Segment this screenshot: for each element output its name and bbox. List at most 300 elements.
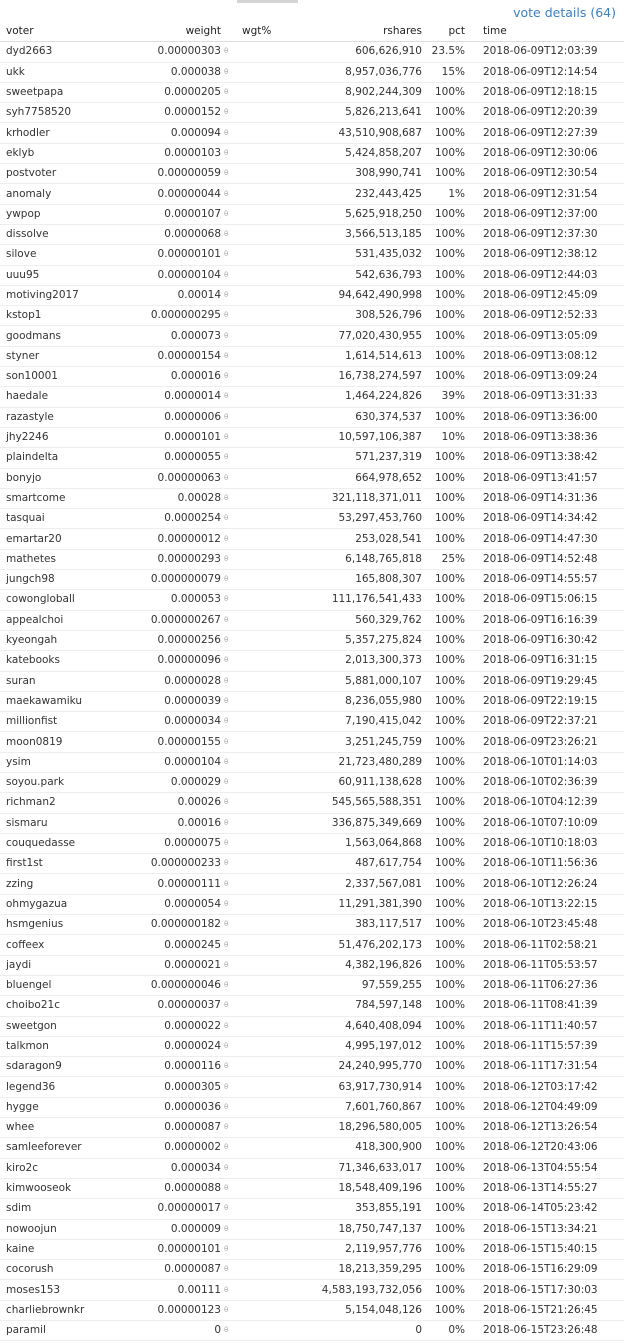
wgt-pct-value xyxy=(236,752,298,772)
header-voter[interactable]: voter xyxy=(0,22,118,42)
pct-value: 100% xyxy=(422,935,465,955)
vote-time: 2018-06-09T12:30:06 xyxy=(465,143,624,163)
wgt-pct-value xyxy=(236,1239,298,1259)
weight-unit-icon: θ xyxy=(221,164,236,184)
wgt-pct-value xyxy=(236,671,298,691)
pct-value: 100% xyxy=(422,1118,465,1138)
voter-name[interactable]: sismaru xyxy=(0,813,118,833)
weight-unit-icon: θ xyxy=(221,691,236,711)
table-row xyxy=(0,1199,624,1219)
weight-unit-icon: θ xyxy=(221,82,236,102)
rshares-value: 3,566,513,185 xyxy=(298,224,422,244)
weight-unit-icon: θ xyxy=(221,671,236,691)
wgt-pct-value xyxy=(236,732,298,752)
pct-value: 100% xyxy=(422,468,465,488)
table-row xyxy=(0,854,624,874)
rshares-value: 7,190,415,042 xyxy=(298,712,422,732)
table-row xyxy=(0,874,624,894)
voter-name[interactable]: mathetes xyxy=(0,549,118,569)
table-row xyxy=(0,265,624,285)
rshares-value: 784,597,148 xyxy=(298,996,422,1016)
pct-value: 100% xyxy=(422,1178,465,1198)
vote-time: 2018-06-09T19:29:45 xyxy=(465,671,624,691)
vote-time: 2018-06-09T13:41:57 xyxy=(465,468,624,488)
pct-value: 100% xyxy=(422,285,465,305)
voter-name[interactable]: styner xyxy=(0,346,118,366)
voter-name[interactable]: choibo21c xyxy=(0,996,118,1016)
weight-value: 0.00000059 xyxy=(118,164,221,184)
wgt-pct-value xyxy=(236,793,298,813)
pct-value: 100% xyxy=(422,570,465,590)
pct-value: 100% xyxy=(422,1077,465,1097)
voter-name[interactable]: talkmon xyxy=(0,1036,118,1056)
vote-time: 2018-06-10T12:26:24 xyxy=(465,874,624,894)
table-row xyxy=(0,894,624,914)
voter-name[interactable]: maekawamiku xyxy=(0,691,118,711)
wgt-pct-value xyxy=(236,427,298,447)
wgt-pct-value xyxy=(236,610,298,630)
voter-name[interactable]: ohmygazua xyxy=(0,894,118,914)
weight-value: 0.000034 xyxy=(118,1158,221,1178)
voter-name[interactable]: ukk xyxy=(0,62,118,82)
table-row xyxy=(0,996,624,1016)
voter-name[interactable]: hsmgenius xyxy=(0,915,118,935)
rshares-value: 1,464,224,826 xyxy=(298,387,422,407)
weight-value: 0.000000079 xyxy=(118,570,221,590)
weight-unit-icon: θ xyxy=(221,509,236,529)
votes-table xyxy=(0,22,624,1341)
rshares-value: 571,237,319 xyxy=(298,448,422,468)
table-row xyxy=(0,184,624,204)
header-weight[interactable]: weight xyxy=(118,22,221,42)
voter-name[interactable]: sdim xyxy=(0,1199,118,1219)
vote-time: 2018-06-12T13:26:54 xyxy=(465,1118,624,1138)
voter-name[interactable]: moses153 xyxy=(0,1280,118,1300)
vote-time: 2018-06-11T15:57:39 xyxy=(465,1036,624,1056)
wgt-pct-value xyxy=(236,1321,298,1341)
weight-value: 0.0000087 xyxy=(118,1118,221,1138)
voter-name[interactable]: haedale xyxy=(0,387,118,407)
weight-unit-icon: θ xyxy=(221,1321,236,1341)
voter-name[interactable]: syh7758520 xyxy=(0,103,118,123)
wgt-pct-value xyxy=(236,103,298,123)
table-row xyxy=(0,468,624,488)
pct-value: 100% xyxy=(422,407,465,427)
rshares-value: 336,875,349,669 xyxy=(298,813,422,833)
voter-name[interactable]: plaindelta xyxy=(0,448,118,468)
weight-value: 0.0000116 xyxy=(118,1057,221,1077)
voter-name[interactable]: sweetgon xyxy=(0,1016,118,1036)
weight-value: 0.0000103 xyxy=(118,143,221,163)
voter-name[interactable]: tasquai xyxy=(0,509,118,529)
table-row xyxy=(0,955,624,975)
vote-time: 2018-06-10T10:18:03 xyxy=(465,833,624,853)
table-row xyxy=(0,712,624,732)
voter-name[interactable]: suran xyxy=(0,671,118,691)
vote-time: 2018-06-10T02:36:39 xyxy=(465,772,624,792)
voter-name[interactable]: motiving2017 xyxy=(0,285,118,305)
rshares-value: 4,640,408,094 xyxy=(298,1016,422,1036)
weight-unit-icon: θ xyxy=(221,103,236,123)
wgt-pct-value xyxy=(236,184,298,204)
vote-time: 2018-06-09T12:45:09 xyxy=(465,285,624,305)
rshares-value: 630,374,537 xyxy=(298,407,422,427)
wgt-pct-value xyxy=(236,42,298,62)
wgt-pct-value xyxy=(236,1036,298,1056)
weight-value: 0.000073 xyxy=(118,326,221,346)
wgt-pct-value xyxy=(236,772,298,792)
voter-name[interactable]: kaine xyxy=(0,1239,118,1259)
wgt-pct-value xyxy=(236,549,298,569)
weight-unit-icon: θ xyxy=(221,651,236,671)
weight-unit-icon: θ xyxy=(221,143,236,163)
wgt-pct-value xyxy=(236,82,298,102)
pct-value: 100% xyxy=(422,712,465,732)
header-time[interactable]: time xyxy=(465,22,624,42)
weight-unit-icon: θ xyxy=(221,427,236,447)
wgt-pct-value xyxy=(236,468,298,488)
voter-name[interactable]: bluengel xyxy=(0,975,118,995)
weight-value: 0.00000154 xyxy=(118,346,221,366)
rshares-value: 383,117,517 xyxy=(298,915,422,935)
vote-time: 2018-06-13T14:55:27 xyxy=(465,1178,624,1198)
weight-value: 0.00026 xyxy=(118,793,221,813)
voter-name[interactable]: eklyb xyxy=(0,143,118,163)
rshares-value: 53,297,453,760 xyxy=(298,509,422,529)
voter-name[interactable]: legend36 xyxy=(0,1077,118,1097)
table-body xyxy=(0,42,624,1341)
voter-name[interactable]: kyeongah xyxy=(0,630,118,650)
rshares-value: 1,614,514,613 xyxy=(298,346,422,366)
weight-value: 0.0000055 xyxy=(118,448,221,468)
weight-unit-icon: θ xyxy=(221,265,236,285)
wgt-pct-value xyxy=(236,326,298,346)
table-row xyxy=(0,123,624,143)
scroll-indicator[interactable] xyxy=(237,0,298,3)
weight-value: 0.00000037 xyxy=(118,996,221,1016)
rshares-value: 5,154,048,126 xyxy=(298,1300,422,1320)
rshares-value: 253,028,541 xyxy=(298,529,422,549)
voter-name[interactable]: jaydi xyxy=(0,955,118,975)
weight-value: 0.000000295 xyxy=(118,306,221,326)
rshares-value: 4,995,197,012 xyxy=(298,1036,422,1056)
vote-time: 2018-06-11T17:31:54 xyxy=(465,1057,624,1077)
voter-name[interactable]: coffeex xyxy=(0,935,118,955)
weight-unit-icon: θ xyxy=(221,1260,236,1280)
weight-value: 0.0000034 xyxy=(118,712,221,732)
pct-value: 100% xyxy=(422,833,465,853)
voter-name[interactable]: sweetpapa xyxy=(0,82,118,102)
rshares-value: 308,990,741 xyxy=(298,164,422,184)
table-row xyxy=(0,1219,624,1239)
table-row xyxy=(0,570,624,590)
table-row xyxy=(0,82,624,102)
pct-value: 100% xyxy=(422,651,465,671)
weight-value: 0.0000101 xyxy=(118,427,221,447)
voter-name[interactable]: nowoojun xyxy=(0,1219,118,1239)
voter-name[interactable]: bonyjo xyxy=(0,468,118,488)
table-row xyxy=(0,1118,624,1138)
pct-value: 100% xyxy=(422,224,465,244)
pct-value: 100% xyxy=(422,610,465,630)
vote-time: 2018-06-09T12:20:39 xyxy=(465,103,624,123)
weight-unit-icon: θ xyxy=(221,1057,236,1077)
voter-name[interactable]: kimwooseok xyxy=(0,1178,118,1198)
weight-unit-icon: θ xyxy=(221,996,236,1016)
voter-name[interactable]: whee xyxy=(0,1118,118,1138)
weight-unit-icon: θ xyxy=(221,1280,236,1300)
weight-unit-icon: θ xyxy=(221,894,236,914)
vote-time: 2018-06-09T12:27:39 xyxy=(465,123,624,143)
rshares-value: 60,911,138,628 xyxy=(298,772,422,792)
weight-value: 0.0000152 xyxy=(118,103,221,123)
pct-value: 100% xyxy=(422,955,465,975)
header-wgt-pct[interactable]: wgt% xyxy=(236,22,298,42)
voter-name[interactable]: hygge xyxy=(0,1097,118,1117)
vote-time: 2018-06-09T14:34:42 xyxy=(465,509,624,529)
voter-name[interactable]: first1st xyxy=(0,854,118,874)
wgt-pct-value xyxy=(236,204,298,224)
table-row xyxy=(0,793,624,813)
weight-value: 0.00000096 xyxy=(118,651,221,671)
vote-time: 2018-06-09T12:44:03 xyxy=(465,265,624,285)
rshares-value: 308,526,796 xyxy=(298,306,422,326)
weight-value: 0.00000111 xyxy=(118,874,221,894)
wgt-pct-value xyxy=(236,164,298,184)
pct-value: 100% xyxy=(422,1016,465,1036)
rshares-value: 5,357,275,824 xyxy=(298,630,422,650)
vote-time: 2018-06-09T13:38:36 xyxy=(465,427,624,447)
vote-time: 2018-06-09T22:37:21 xyxy=(465,712,624,732)
pct-value: 10% xyxy=(422,427,465,447)
weight-value: 0.000029 xyxy=(118,772,221,792)
voter-name[interactable]: soyou.park xyxy=(0,772,118,792)
table-row xyxy=(0,164,624,184)
wgt-pct-value xyxy=(236,224,298,244)
wgt-pct-value xyxy=(236,1077,298,1097)
voter-name[interactable]: razastyle xyxy=(0,407,118,427)
pct-value: 100% xyxy=(422,509,465,529)
weight-unit-icon: θ xyxy=(221,224,236,244)
wgt-pct-value xyxy=(236,448,298,468)
weight-value: 0.000000182 xyxy=(118,915,221,935)
rshares-value: 5,625,918,250 xyxy=(298,204,422,224)
voter-name[interactable]: anomaly xyxy=(0,184,118,204)
rshares-value: 321,118,371,011 xyxy=(298,488,422,508)
vote-time: 2018-06-15T17:30:03 xyxy=(465,1280,624,1300)
vote-time: 2018-06-11T05:53:57 xyxy=(465,955,624,975)
voter-name[interactable]: couquedasse xyxy=(0,833,118,853)
rshares-value: 5,881,000,107 xyxy=(298,671,422,691)
voter-name[interactable]: paramil xyxy=(0,1321,118,1341)
voter-name[interactable]: charliebrownkr xyxy=(0,1300,118,1320)
voter-name[interactable]: emartar20 xyxy=(0,529,118,549)
table-row xyxy=(0,1158,624,1178)
voter-name[interactable]: jhy2246 xyxy=(0,427,118,447)
rshares-value: 43,510,908,687 xyxy=(298,123,422,143)
voter-name[interactable]: goodmans xyxy=(0,326,118,346)
vote-time: 2018-06-09T12:14:54 xyxy=(465,62,624,82)
rshares-value: 6,148,765,818 xyxy=(298,549,422,569)
weight-value: 0.00000101 xyxy=(118,245,221,265)
table-row xyxy=(0,1260,624,1280)
weight-unit-icon: θ xyxy=(221,204,236,224)
weight-value: 0.0000039 xyxy=(118,691,221,711)
voter-name[interactable]: cowongloball xyxy=(0,590,118,610)
weight-unit-icon: θ xyxy=(221,1219,236,1239)
table-row xyxy=(0,732,624,752)
vote-time: 2018-06-09T13:36:00 xyxy=(465,407,624,427)
rshares-value: 51,476,202,173 xyxy=(298,935,422,955)
table-row xyxy=(0,772,624,792)
voter-name[interactable]: ysim xyxy=(0,752,118,772)
wgt-pct-value xyxy=(236,935,298,955)
voter-name[interactable]: zzing xyxy=(0,874,118,894)
wgt-pct-value xyxy=(236,651,298,671)
wgt-pct-value xyxy=(236,915,298,935)
table-row xyxy=(0,1138,624,1158)
voter-name[interactable]: silove xyxy=(0,245,118,265)
weight-value: 0.00000063 xyxy=(118,468,221,488)
table-row xyxy=(0,1178,624,1198)
voter-name[interactable]: sdaragon9 xyxy=(0,1057,118,1077)
weight-unit-icon: θ xyxy=(221,1138,236,1158)
weight-value: 0.000009 xyxy=(118,1219,221,1239)
table-row xyxy=(0,1321,624,1341)
pct-value: 100% xyxy=(422,975,465,995)
table-header xyxy=(0,22,624,42)
vote-details-link[interactable]: vote details (64) xyxy=(513,5,616,20)
wgt-pct-value xyxy=(236,1118,298,1138)
voter-name[interactable]: son10001 xyxy=(0,367,118,387)
wgt-pct-value xyxy=(236,387,298,407)
weight-unit-icon: θ xyxy=(221,488,236,508)
voter-name[interactable]: postvoter xyxy=(0,164,118,184)
pct-value: 100% xyxy=(422,996,465,1016)
rshares-value: 4,382,196,826 xyxy=(298,955,422,975)
vote-time: 2018-06-09T12:37:30 xyxy=(465,224,624,244)
pct-value: 23.5% xyxy=(422,42,465,62)
weight-value: 0.0000205 xyxy=(118,82,221,102)
pct-value: 100% xyxy=(422,1138,465,1158)
wgt-pct-value xyxy=(236,407,298,427)
voter-name[interactable]: uuu95 xyxy=(0,265,118,285)
vote-time: 2018-06-14T05:23:42 xyxy=(465,1199,624,1219)
table-row xyxy=(0,224,624,244)
rshares-value: 97,559,255 xyxy=(298,975,422,995)
rshares-value: 232,443,425 xyxy=(298,184,422,204)
vote-time: 2018-06-09T12:31:54 xyxy=(465,184,624,204)
weight-unit-icon: θ xyxy=(221,1118,236,1138)
voter-name[interactable]: kstop1 xyxy=(0,306,118,326)
table-row xyxy=(0,691,624,711)
table-row xyxy=(0,1300,624,1320)
voter-name[interactable]: dissolve xyxy=(0,224,118,244)
pct-value: 25% xyxy=(422,549,465,569)
vote-time: 2018-06-12T20:43:06 xyxy=(465,1138,624,1158)
table-row xyxy=(0,204,624,224)
weight-unit-icon: θ xyxy=(221,935,236,955)
vote-time: 2018-06-09T12:37:00 xyxy=(465,204,624,224)
voter-name[interactable]: appealchoi xyxy=(0,610,118,630)
table-row xyxy=(0,590,624,610)
weight-value: 0.0000088 xyxy=(118,1178,221,1198)
voter-name[interactable]: jungch98 xyxy=(0,570,118,590)
wgt-pct-value xyxy=(236,975,298,995)
vote-time: 2018-06-11T02:58:21 xyxy=(465,935,624,955)
voter-name[interactable]: samleeforever xyxy=(0,1138,118,1158)
weight-unit-icon: θ xyxy=(221,468,236,488)
voter-name[interactable]: katebooks xyxy=(0,651,118,671)
wgt-pct-value xyxy=(236,894,298,914)
weight-value: 0.00000044 xyxy=(118,184,221,204)
table-row xyxy=(0,833,624,853)
pct-value: 100% xyxy=(422,590,465,610)
weight-unit-icon: θ xyxy=(221,448,236,468)
voter-name[interactable]: dyd2663 xyxy=(0,42,118,62)
table-row xyxy=(0,407,624,427)
weight-unit-icon: θ xyxy=(221,955,236,975)
weight-unit-icon: θ xyxy=(221,306,236,326)
voter-name[interactable]: ywpop xyxy=(0,204,118,224)
header-pct[interactable]: pct xyxy=(422,22,465,42)
rshares-value: 21,723,480,289 xyxy=(298,752,422,772)
header-rshares[interactable]: rshares xyxy=(298,22,422,42)
voter-name[interactable]: cocorush xyxy=(0,1260,118,1280)
rshares-value: 18,296,580,005 xyxy=(298,1118,422,1138)
voter-name[interactable]: moon0819 xyxy=(0,732,118,752)
rshares-value: 111,176,541,433 xyxy=(298,590,422,610)
pct-value: 100% xyxy=(422,123,465,143)
voter-name[interactable]: millionfist xyxy=(0,712,118,732)
voter-name[interactable]: kiro2c xyxy=(0,1158,118,1178)
pct-value: 100% xyxy=(422,630,465,650)
rshares-value: 1,563,064,868 xyxy=(298,833,422,853)
weight-value: 0.00000256 xyxy=(118,630,221,650)
weight-unit-icon: θ xyxy=(221,854,236,874)
weight-unit-icon: θ xyxy=(221,529,236,549)
wgt-pct-value xyxy=(236,346,298,366)
vote-time: 2018-06-09T13:05:09 xyxy=(465,326,624,346)
table-row xyxy=(0,103,624,123)
table-row xyxy=(0,651,624,671)
table-row xyxy=(0,448,624,468)
weight-value: 0.0000087 xyxy=(118,1260,221,1280)
wgt-pct-value xyxy=(236,1178,298,1198)
rshares-value: 11,291,381,390 xyxy=(298,894,422,914)
weight-value: 0.0000068 xyxy=(118,224,221,244)
pct-value: 100% xyxy=(422,772,465,792)
weight-unit-icon: θ xyxy=(221,1097,236,1117)
voter-name[interactable]: smartcome xyxy=(0,488,118,508)
vote-time: 2018-06-09T14:55:57 xyxy=(465,570,624,590)
wgt-pct-value xyxy=(236,62,298,82)
voter-name[interactable]: richman2 xyxy=(0,793,118,813)
vote-time: 2018-06-10T07:10:09 xyxy=(465,813,624,833)
wgt-pct-value xyxy=(236,854,298,874)
wgt-pct-value xyxy=(236,509,298,529)
rshares-value: 560,329,762 xyxy=(298,610,422,630)
rshares-value: 165,808,307 xyxy=(298,570,422,590)
pct-value: 100% xyxy=(422,691,465,711)
table-row xyxy=(0,610,624,630)
voter-name[interactable]: krhodler xyxy=(0,123,118,143)
weight-unit-icon: θ xyxy=(221,387,236,407)
rshares-value: 7,601,760,867 xyxy=(298,1097,422,1117)
wgt-pct-value xyxy=(236,1016,298,1036)
vote-time: 2018-06-09T12:30:54 xyxy=(465,164,624,184)
pct-value: 100% xyxy=(422,448,465,468)
